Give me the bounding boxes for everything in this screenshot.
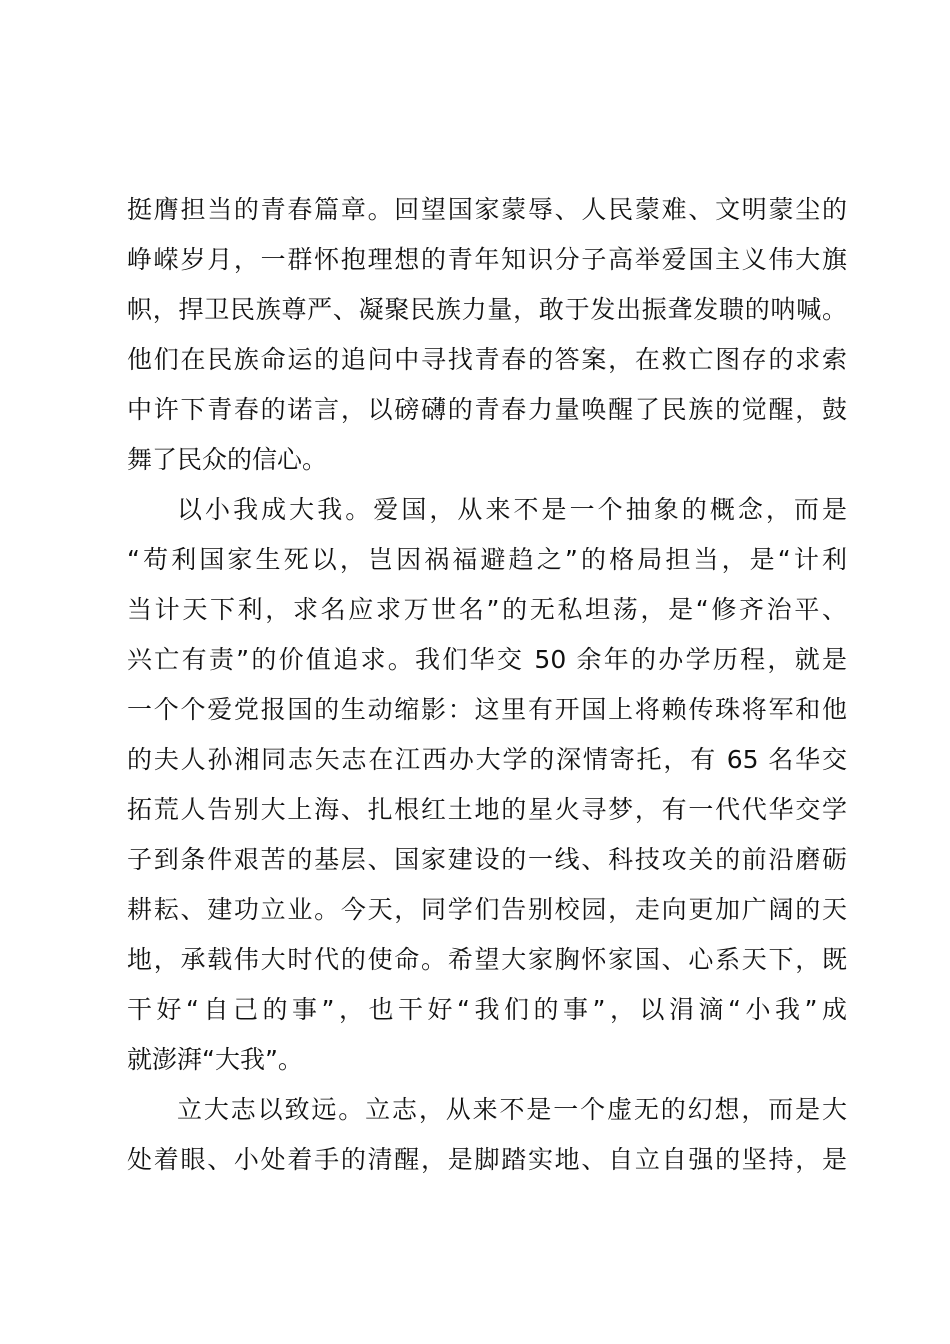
text-line: 峥嵘岁月，一群怀抱理想的青年知识分子高举爱国主义伟大旗 (127, 245, 847, 274)
text-line: 地，承载伟大时代的使命。希望大家胸怀家国、心系天下，既 (127, 945, 847, 974)
text-line: 的夫人孙湘同志矢志在江西办大学的深情寄托，有 65 名华交 (127, 745, 847, 774)
text-line: 子到条件艰苦的基层、国家建设的一线、科技攻关的前沿磨砺 (127, 845, 847, 874)
text-line: 一个个爱党报国的生动缩影：这里有开国上将赖传珠将军和他 (127, 695, 847, 724)
text-line: 中许下青春的诺言，以磅礴的青春力量唤醒了民族的觉醒，鼓 (127, 395, 847, 424)
text-line: 干好“自己的事”，也干好“我们的事”，以涓滴“小我”成 (127, 995, 847, 1024)
text-line: 就澎湃“大我”。 (127, 1045, 303, 1074)
text-line: 耕耘、建功立业。今天，同学们告别校园，走向更加广阔的天 (127, 895, 847, 924)
text-line: 舞了民众的信心。 (127, 445, 328, 474)
text-line: 处着眼、小处着手的清醒，是脚踏实地、自立自强的坚持，是 (127, 1145, 847, 1174)
text-line: 当计天下利，求名应求万世名”的无私坦荡，是“修齐治平、 (127, 595, 847, 624)
text-line: 帜，捍卫民族尊严、凝聚民族力量，敢于发出振聋发聩的呐喊。 (127, 295, 847, 324)
paragraph-start-line: 以小我成大我。爱国，从来不是一个抽象的概念，而是 (177, 495, 847, 524)
body-text (127, 185, 847, 1185)
text-line: 兴亡有责”的价值追求。我们华交 50 余年的办学历程，就是 (127, 645, 847, 674)
text-line: 拓荒人告别大上海、扎根红土地的星火寻梦，有一代代华交学 (127, 795, 847, 824)
text-line: 挺膺担当的青春篇章。回望国家蒙辱、人民蒙难、文明蒙尘的 (127, 195, 847, 224)
text-line: “苟利国家生死以，岂因祸福避趋之”的格局担当，是“计利 (127, 545, 847, 574)
paragraph-start-line: 立大志以致远。立志，从来不是一个虚无的幻想，而是大 (177, 1095, 847, 1124)
text-line: 他们在民族命运的追问中寻找青春的答案，在救亡图存的求索 (127, 345, 847, 374)
